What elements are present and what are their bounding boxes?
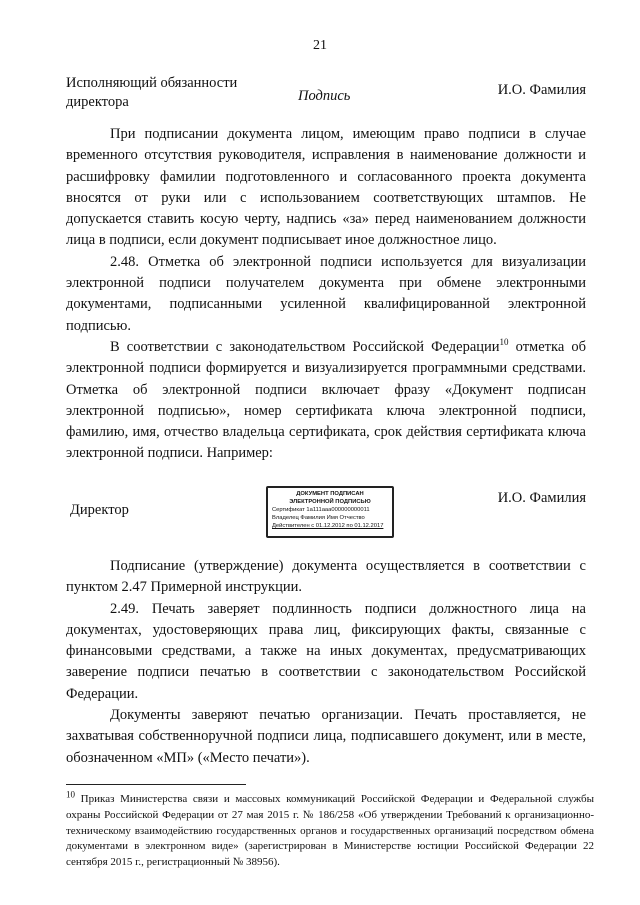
footnote	[66, 789, 594, 871]
footnote-mark: 10	[66, 789, 75, 800]
signature-role-line2: директора	[66, 94, 129, 110]
footnote-text: Приказ Министерства связи и массовых коммуникаций Российской Федерации и Федеральной службы охраны Российской Федерации от 27 мая 2015 г. № 186/258 «Об утверждении Требований к организационно-техническому взаимодействию государственных органов и государственных организаций посредством обмена документами в электронном виде» (зарегистрирован в Министерстве юстиции Российской Федерации 22 сентября 2015 г., регистрационный № 38956).	[66, 793, 594, 869]
paragraph-2: 2.48. Отметка об электронной подписи используется для визуализации электронной подписи получателем документа при обмене электронными документами, подписанными усиленной квалифицированной электронной подписью.	[66, 253, 586, 334]
paragraph-3-end: отметка об электронной подписи формируется и визуализируется программными средствами. Отметка об электронной подписи включает фразу «Документ подписан электронной подписью», номер сертификата ключа электронной подписи, фамилию, имя, отчество владельца сертификата, срок действия сертификата ключа электронной подписи. Например:	[66, 338, 586, 462]
electronic-signature-example	[70, 484, 586, 544]
paragraph-3	[66, 337, 586, 465]
paragraph-5: 2.49. Печать заверяет подлинность подписи должностного лица на документах, удостоверяющих права лиц, фиксирующих факты, связанные с финансовыми средствами, а также на иных документах, предусматривающих заверение подписи печатью в соответствии с законодательством Российской Федерации.	[66, 600, 586, 702]
signature-role	[66, 74, 237, 112]
body-text-lower	[66, 556, 586, 769]
stamp-title-line2: ЭЛЕКТРОННОЙ ПОДПИСЬЮ	[289, 499, 371, 505]
signature-name: И.О. Фамилия	[497, 82, 586, 98]
paragraph-1: При подписании документа лицом, имеющим право подписи в случае временного отсутствия руководителя, исправления в наименование должности и расшифровку фамилии подготовленного и согласованного проекта документа вносятся от руки или с использованием соответствующих штампов. Не допускается ставить косую черту, надпись «за» перед наименованием должности лица в подписи, если документ подписывает иное должностное лицо.	[66, 126, 586, 249]
footnote-divider	[66, 784, 246, 785]
stamp-certificate: Сертификат 1a111aaa000000000011	[272, 507, 370, 513]
signature-placeholder: Подпись	[298, 88, 351, 104]
stamp-validity: Действителен с 01.12.2012 по 01.12.2017	[272, 523, 384, 529]
stamp-title-line1: ДОКУМЕНТ ПОДПИСАН	[296, 491, 364, 497]
paragraph-6: Документы заверяют печатью организации. Печать проставляется, не захватывая собственноручной подписи лица, подписавшего документ, или в месте, обозначенном «МП» («Место печати»).	[66, 707, 586, 766]
signature-example	[66, 74, 586, 114]
stamp-example-role: Директор	[70, 502, 129, 518]
electronic-signature-stamp	[266, 486, 394, 538]
footnote-reference: 10	[499, 337, 509, 348]
page-number: 21	[313, 38, 327, 53]
paragraph-3-start: В соответствии с законодательством Российской Федерации	[110, 338, 500, 355]
body-text-upper	[66, 124, 586, 465]
stamp-owner: Владелец Фамилия Имя Отчество	[272, 515, 365, 521]
stamp-example-name: И.О. Фамилия	[497, 490, 586, 506]
paragraph-4: Подписание (утверждение) документа осуществляется в соответствии с пунктом 2.47 Примерной инструкции.	[66, 558, 586, 596]
signature-role-line1: Исполняющий обязанности	[66, 75, 238, 91]
